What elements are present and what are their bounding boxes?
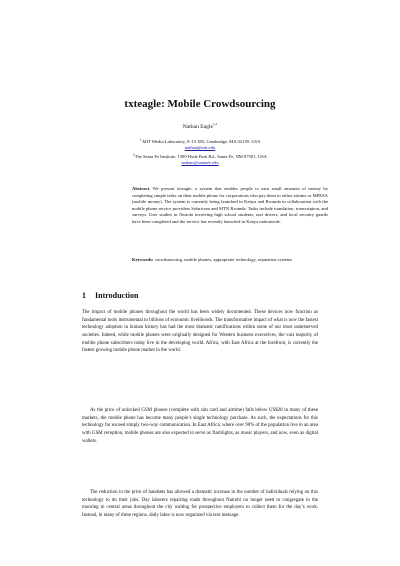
author-affiliation-marks: 1,2: [213, 122, 218, 127]
affiliation-1-text: MIT Media Laboratory, E-15 383, Cambridge, MA 02139, USA: [142, 139, 261, 144]
keywords: [132, 257, 328, 264]
affiliation-2-text: The Santa Fe Institute, 1399 Hyde Park Rd., Santa Fe, NM 87501, USA: [134, 154, 268, 159]
keywords-label: Keywords:: [132, 257, 154, 262]
section-number: 1: [82, 291, 86, 300]
affiliation-1-mark: 1: [139, 137, 142, 142]
affiliation-2: [0, 154, 400, 166]
keywords-text: crowdsourcing, mobile phones, appropriate technology, reputation systems: [154, 257, 293, 262]
affiliation-1: [0, 139, 400, 151]
affiliation-2-email[interactable]: nathan@santafe.edu: [181, 160, 219, 165]
paragraph-1: The impact of mobile phones throughout the world has been widely documented. These devices now function as fundamental tools instrumental to billions of economic livelihoods. The transformative impact of what is now the fastest technology adoption in human history has had the most dramatic ramifications within some of our most underserved societies. Indeed, while mobile phones were originally designed for Western business executives, the vast majority of mobile phone subscribers today live in the developing world. Africa, with East Africa at the forefront, is currently the fastest growing mobile phone market in the world.: [82, 310, 318, 354]
abstract: [132, 186, 328, 226]
affiliation-2-mark: 2: [132, 152, 135, 157]
author-line: [0, 124, 400, 130]
paper-title: txteagle: Mobile Crowdsourcing: [124, 98, 276, 110]
section-heading: [82, 291, 138, 300]
affiliation-1-email[interactable]: nathan@mit.edu: [184, 145, 216, 150]
author-name: Nathan Eagle: [182, 124, 214, 130]
paragraph-2: As the price of unlocked GSM phones (complete with sim card and airtime) falls below US$20 in many of these markets, the mobile phone has become many people’s single technology purchase. As such, the expectations for this technology far exceed simply two-way communication. In East Africa, where over 90% of the population live in an area with GSM reception, mobile phones are also expected to serve as flashlights, as music players, and now, even as digital wallets.: [82, 408, 318, 444]
section-title: Introduction: [95, 291, 139, 300]
abstract-text: We present txteagle, a system that enables people to earn small amounts of money by completing simple tasks on their mobile phone for corporations who pay them in either airtime or MPESA (mobile money). The system is currently being launched in Kenya and Rwanda in collaboration with the mobile phone service providers Safaricom and MTN Rwanda. Tasks include translation, transcription, and surveys. User studies in Nairobi involving high school students, taxi drivers, and local security guards have been completed and the service has recently launched in Kenya nationwide.: [132, 186, 328, 224]
paragraph-3: The reduction in the price of handsets has allowed a dramatic increase in the number of individuals relying on this technology to do their jobs. Day laborers repairing roads throughout Nairobi no longer need to congregate in the morning in central areas throughout the city waiting for prospective employers to collect them for the day’s work. Instead, in many of these regions, daily labor is now organized via text message.: [82, 490, 318, 518]
abstract-label: Abstract.: [132, 186, 151, 191]
